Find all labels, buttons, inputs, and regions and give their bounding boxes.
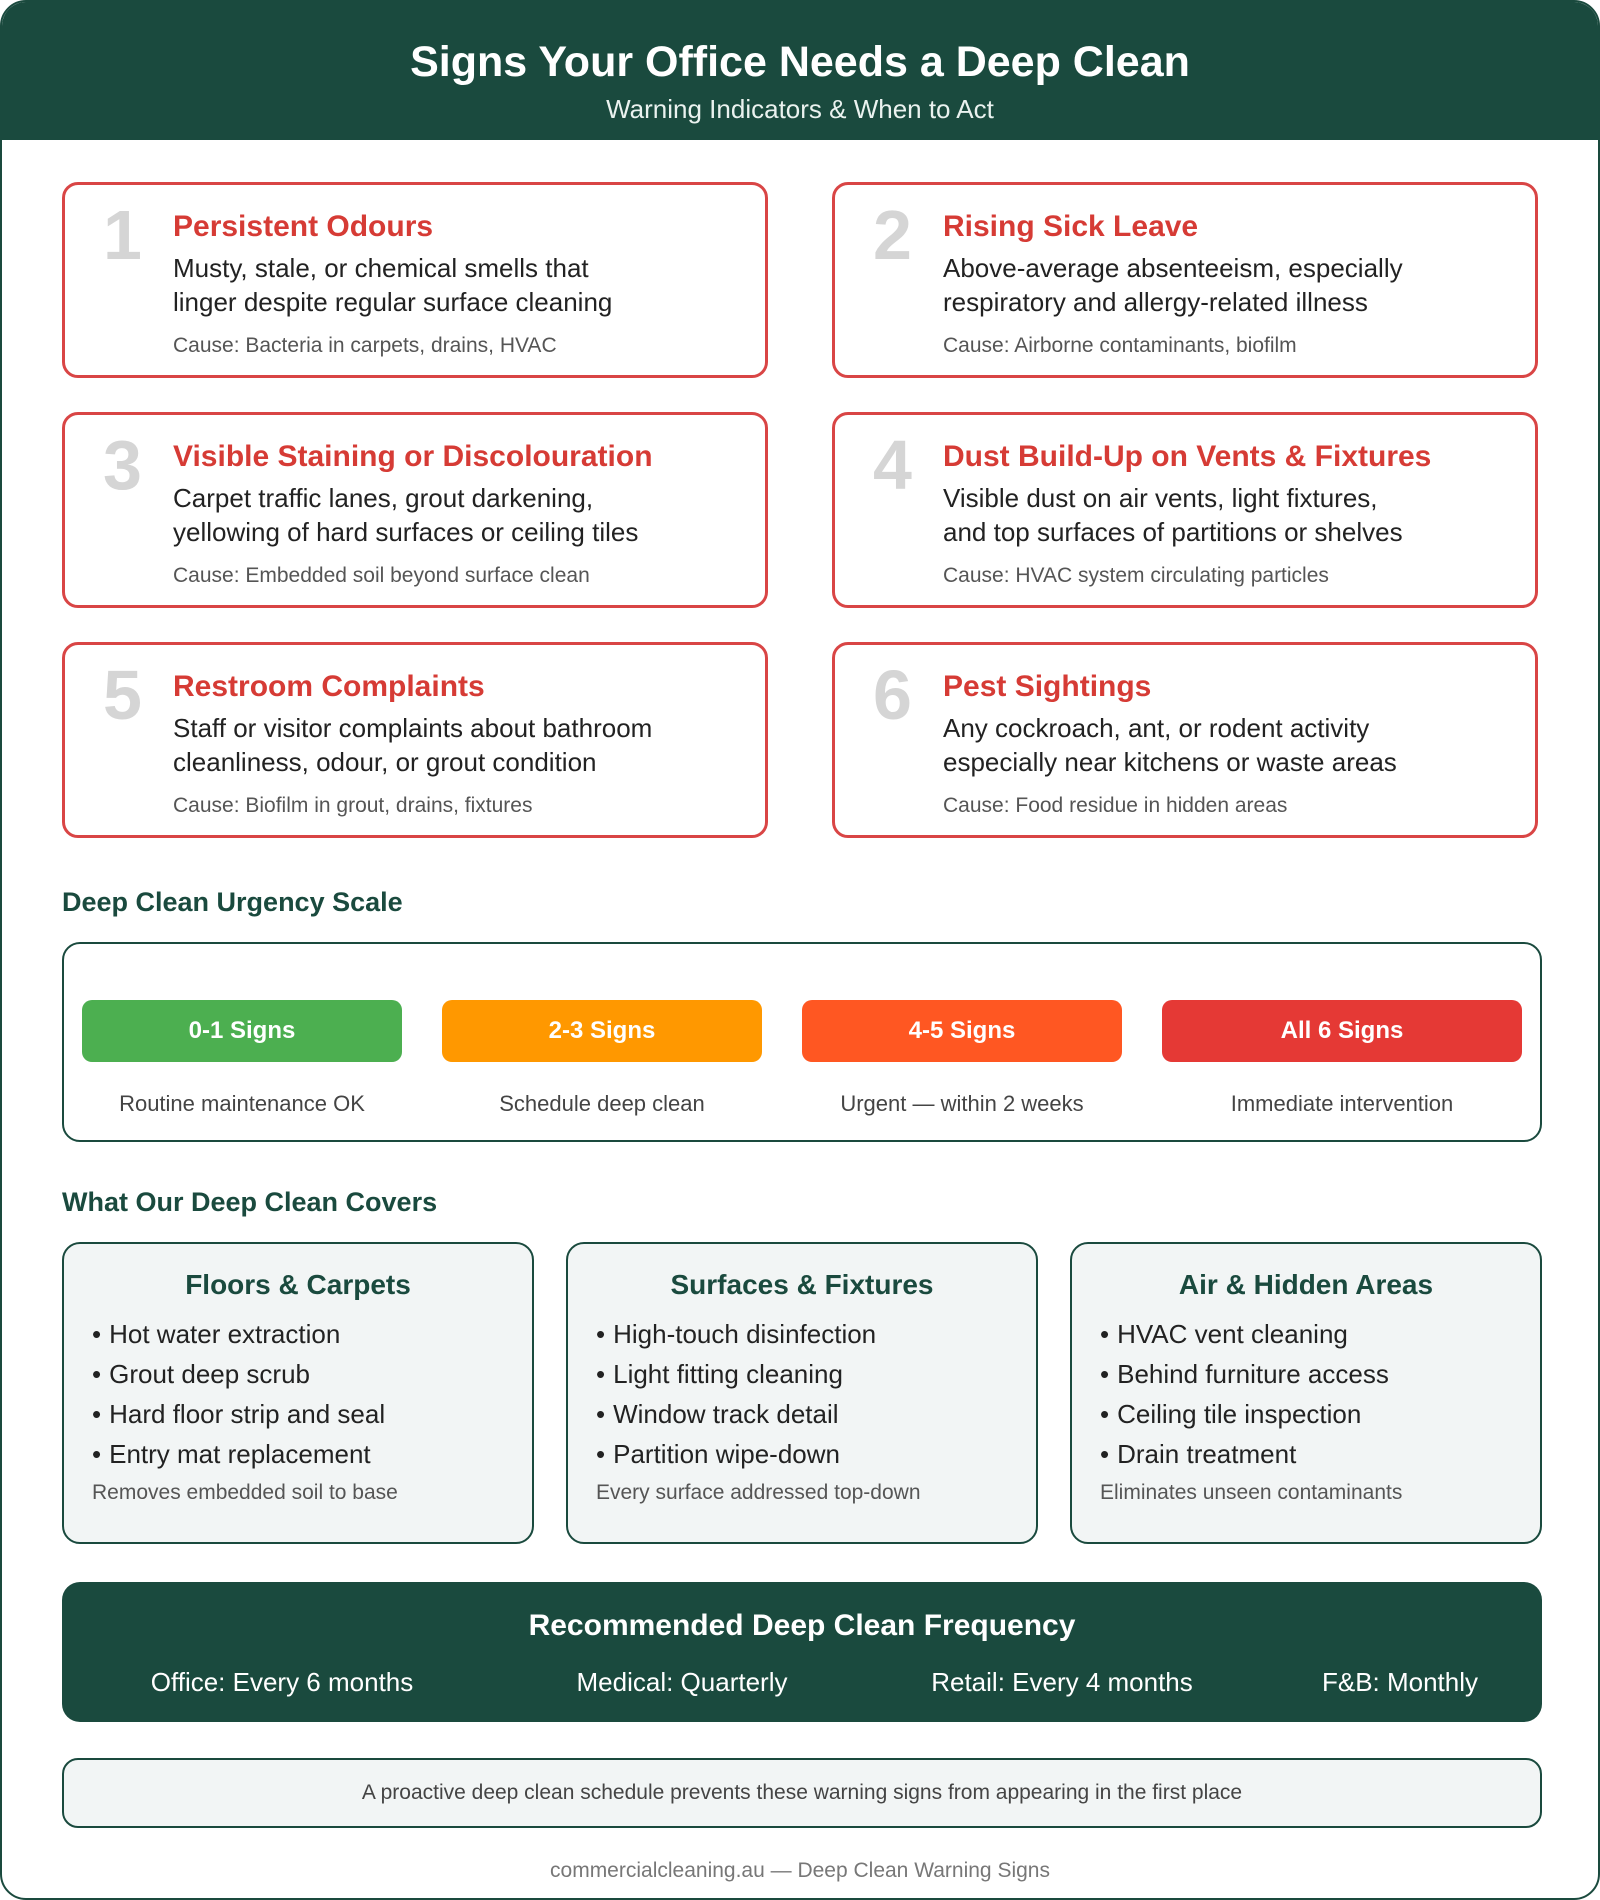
sign-description-line: Musty, stale, or chemical smells that	[173, 253, 589, 283]
urgency-level-label: 0-1 Signs	[188, 1017, 296, 1044]
sign-cause: Cause: Embedded soil beyond surface clean	[173, 564, 590, 587]
coverage-list	[596, 1314, 876, 1474]
header	[2, 2, 1598, 140]
coverage-card-surfaces	[566, 1242, 1038, 1544]
coverage-item: • Window track detail	[596, 1394, 876, 1434]
sign-cause: Cause: Airborne contaminants, biofilm	[943, 334, 1297, 357]
coverage-item: • Hot water extraction	[92, 1314, 385, 1354]
coverage-item: • Hard floor strip and seal	[92, 1394, 385, 1434]
page-subtitle: Warning Indicators & When to Act	[606, 94, 994, 124]
sign-card-staining	[62, 412, 768, 608]
coverage-item: • Drain treatment	[1100, 1434, 1389, 1474]
sign-description-line: cleanliness, odour, or grout condition	[173, 747, 597, 777]
sign-description-line: Staff or visitor complaints about bathroom	[173, 713, 653, 743]
sign-description-line: yellowing of hard surfaces or ceiling tiles	[173, 517, 639, 547]
sign-title: Pest Sightings	[943, 670, 1152, 703]
urgency-level-moderate	[442, 1000, 762, 1062]
frequency-item-medical: Medical: Quarterly	[576, 1667, 788, 1697]
coverage-item: • HVAC vent cleaning	[1100, 1314, 1389, 1354]
sign-title: Rising Sick Leave	[943, 210, 1199, 243]
sign-number: 1	[103, 196, 142, 274]
coverage-card-title: Surfaces & Fixtures	[670, 1269, 934, 1300]
urgency-level-immediate	[1162, 1000, 1522, 1062]
urgency-level-label: All 6 Signs	[1280, 1017, 1404, 1044]
urgency-level-urgent	[802, 1000, 1122, 1062]
sign-card-dust	[832, 412, 1538, 608]
sign-cause: Cause: Biofilm in grout, drains, fixtures	[173, 794, 533, 817]
coverage-item: • Entry mat replacement	[92, 1434, 385, 1474]
coverage-heading: What Our Deep Clean Covers	[62, 1187, 438, 1217]
page-title: Signs Your Office Needs a Deep Clean	[410, 38, 1190, 86]
sign-description	[943, 711, 1503, 779]
sign-number: 4	[873, 426, 912, 504]
coverage-list	[92, 1314, 385, 1474]
sign-description-line: Any cockroach, ant, or rodent activity	[943, 713, 1370, 743]
sign-cause: Cause: HVAC system circulating particles	[943, 564, 1329, 587]
sign-description-line: Visible dust on air vents, light fixtures,	[943, 483, 1378, 513]
urgency-level-caption: Immediate intervention	[1230, 1091, 1454, 1116]
sign-description-line: respiratory and allergy-related illness	[943, 287, 1368, 317]
tagline-text: A proactive deep clean schedule prevents these warning signs from appearing in the first place	[361, 1781, 1243, 1804]
coverage-item: • High-touch disinfection	[596, 1314, 876, 1354]
frequency-item-retail: Retail: Every 4 months	[931, 1667, 1193, 1697]
sign-title: Restroom Complaints	[173, 670, 485, 703]
sign-description	[173, 711, 733, 779]
frequency-item-fnb: F&B: Monthly	[1321, 1667, 1479, 1697]
coverage-item: • Ceiling tile inspection	[1100, 1394, 1389, 1434]
coverage-list	[1100, 1314, 1389, 1474]
sign-card-odours	[62, 182, 768, 378]
urgency-level-caption: Urgent — within 2 weeks	[840, 1091, 1084, 1116]
frequency-item-office: Office: Every 6 months	[150, 1667, 414, 1697]
sign-number: 3	[103, 426, 142, 504]
sign-number: 5	[103, 656, 142, 734]
tagline	[62, 1758, 1542, 1828]
sign-title: Visible Staining or Discolouration	[173, 440, 653, 473]
sign-number: 2	[873, 196, 912, 274]
sign-cause: Cause: Bacteria in carpets, drains, HVAC	[173, 334, 557, 357]
sign-description-line: especially near kitchens or waste areas	[943, 747, 1397, 777]
coverage-note: Eliminates unseen contaminants	[1100, 1481, 1403, 1504]
sign-description	[173, 251, 733, 319]
coverage-card-air	[1070, 1242, 1542, 1544]
urgency-level-low	[82, 1000, 402, 1062]
footer-credit: commercialcleaning.au — Deep Clean Warning Signs	[550, 1859, 1050, 1882]
sign-description	[943, 481, 1503, 549]
urgency-level-caption: Routine maintenance OK	[119, 1091, 365, 1116]
urgency-level-label: 4-5 Signs	[908, 1017, 1016, 1044]
coverage-note: Every surface addressed top-down	[596, 1481, 921, 1504]
sign-description	[173, 481, 733, 549]
urgency-heading: Deep Clean Urgency Scale	[62, 887, 403, 917]
coverage-card-title: Floors & Carpets	[185, 1269, 411, 1300]
sign-description-line: linger despite regular surface cleaning	[173, 287, 613, 317]
coverage-card-floors	[62, 1242, 534, 1544]
sign-cause: Cause: Food residue in hidden areas	[943, 794, 1288, 817]
sign-description-line: Above-average absenteeism, especially	[943, 253, 1403, 283]
sign-description-line: and top surfaces of partitions or shelves	[943, 517, 1403, 547]
sign-card-pests	[832, 642, 1538, 838]
coverage-item: • Light fitting cleaning	[596, 1354, 876, 1394]
sign-title: Dust Build-Up on Vents & Fixtures	[943, 440, 1432, 473]
frequency-title: Recommended Deep Clean Frequency	[528, 1609, 1076, 1642]
coverage-item: • Partition wipe-down	[596, 1434, 876, 1474]
coverage-note: Removes embedded soil to base	[92, 1481, 398, 1504]
coverage-card-title: Air & Hidden Areas	[1178, 1269, 1434, 1300]
coverage-item: • Grout deep scrub	[92, 1354, 385, 1394]
urgency-level-label: 2-3 Signs	[548, 1017, 656, 1044]
sign-title: Persistent Odours	[173, 210, 434, 243]
frequency-banner	[62, 1582, 1542, 1722]
sign-description-line: Carpet traffic lanes, grout darkening,	[173, 483, 594, 513]
sign-card-restroom	[62, 642, 768, 838]
sign-card-sick-leave	[832, 182, 1538, 378]
urgency-level-caption: Schedule deep clean	[499, 1091, 705, 1116]
coverage-item: • Behind furniture access	[1100, 1354, 1389, 1394]
sign-description	[943, 251, 1503, 319]
sign-number: 6	[873, 656, 912, 734]
